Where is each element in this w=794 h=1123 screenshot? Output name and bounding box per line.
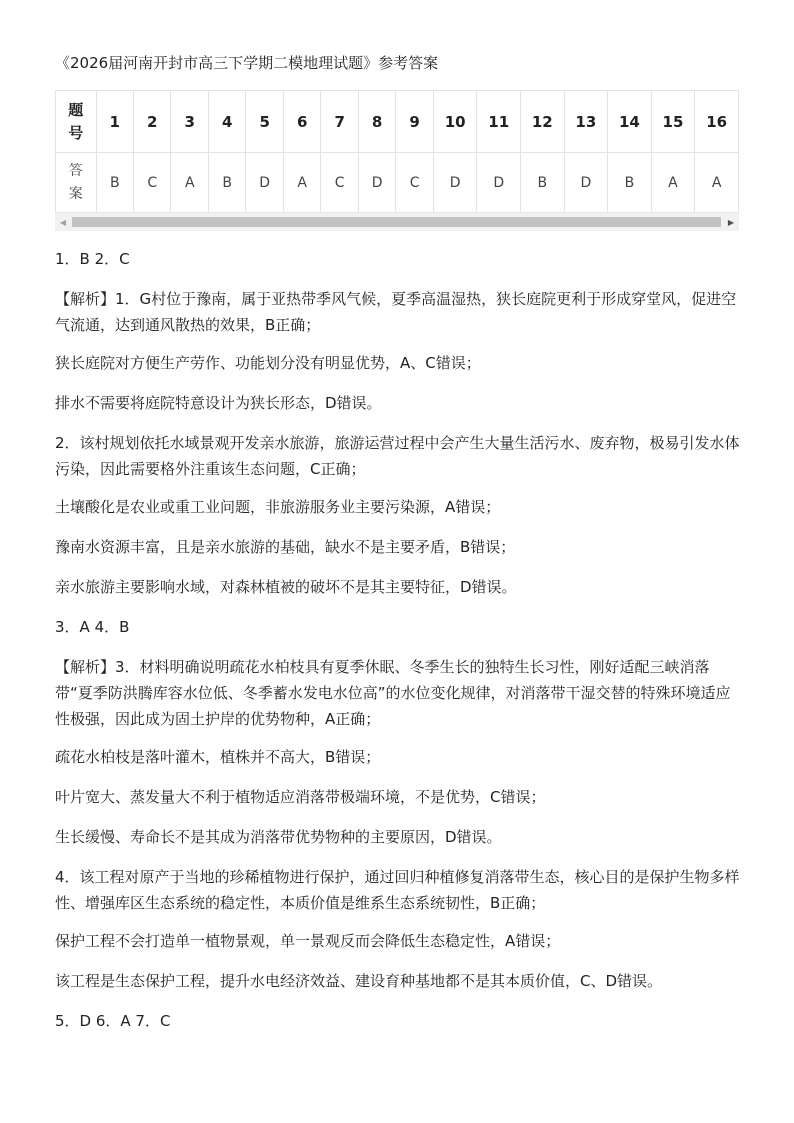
answer-row [56,153,739,214]
question-number-cell: 5 [246,91,283,153]
answer-line: 1．B 2．C [55,250,130,268]
explanation-paragraph: 【解析】1．G村位于豫南，属于亚热带季风气候，夏季高温湿热，狭长庭院更利于形成穿堂风，促进空气流通，达到通风散热的效果，B正确； [55,290,737,334]
question-number-header [56,91,97,153]
question-number-cell: 8 [358,91,395,153]
answer-cell: D [246,153,283,214]
question-number-cell: 12 [521,91,565,153]
answer-cell: A [171,153,208,214]
answer-cell: D [477,153,521,214]
document-title: 《2026届河南开封市高三下学期二模地理试题》参考答案 [55,54,439,72]
explanation-paragraph: 保护工程不会打造单一植物景观，单一景观反而会降低生态稳定性，A错误； [55,932,561,950]
question-number-cell: 1 [96,91,133,153]
question-number-cell: 7 [321,91,358,153]
answer-label-line-1: 答 [68,163,83,179]
explanation-paragraph: 亲水旅游主要影响水域，对森林植被的破坏不是其主要特征，D错误。 [55,578,517,596]
answer-cell: B [96,153,133,214]
question-number-cell: 9 [396,91,433,153]
table-horizontal-scrollbar[interactable] [55,212,739,231]
answer-cell: C [396,153,433,214]
question-number-cell: 6 [283,91,320,153]
explanation-paragraph: 狭长庭院对方便生产劳作、功能划分没有明显优势，A、C错误； [55,354,481,372]
answer-table [55,90,739,214]
question-number-cell: 15 [651,91,695,153]
explanation-paragraph: 排水不需要将庭院特意设计为狭长形态，D错误。 [55,394,382,412]
answer-line: 3．A 4．B [55,618,130,636]
answer-line: 5．D 6．A 7．C [55,1012,171,1030]
answer-cell: D [433,153,477,214]
header-label-line-1: 题 [68,100,84,119]
scrollbar-thumb[interactable] [72,217,721,227]
question-number-cell: 4 [208,91,245,153]
explanation-paragraph: 该工程是生态保护工程，提升水电经济效益、建设育种基地都不是其本质价值，C、D错误。 [55,972,663,990]
answer-cell: B [608,153,652,214]
answer-table-container[interactable] [55,90,739,230]
answer-header [56,153,97,214]
answer-cell: C [321,153,358,214]
explanation-paragraph: 4．该工程对原产于当地的珍稀植物进行保护，通过回归种植修复消落带生态，核心目的是保护生物多样性、增强库区生态系统的稳定性，本质价值是维系生态系统韧性，B正确； [55,868,740,912]
question-number-cell: 11 [477,91,521,153]
question-number-row [56,91,739,153]
question-number-cell: 3 [171,91,208,153]
explanation-paragraph: 土壤酸化是农业或重工业问题，非旅游服务业主要污染源，A错误； [55,498,501,516]
question-number-cell: 2 [134,91,171,153]
header-label-line-2: 号 [68,123,84,142]
explanation-paragraph: 生长缓慢、寿命长不是其成为消落带优势物种的主要原因，D错误。 [55,828,502,846]
question-number-cell: 14 [608,91,652,153]
scroll-left-arrow-icon[interactable]: ◀ [59,217,67,227]
question-number-cell: 16 [695,91,739,153]
answer-label-line-2: 案 [68,186,83,202]
question-number-cell: 13 [564,91,608,153]
scroll-right-arrow-icon[interactable]: ▶ [727,217,735,227]
answer-cell: A [695,153,739,214]
explanation-paragraph: 疏花水柏枝是落叶灌木，植株并不高大，B错误； [55,748,381,766]
answer-cell: A [283,153,320,214]
explanation-paragraph: 【解析】3．材料明确说明疏花水柏枝具有夏季休眠、冬季生长的独特生长习性，刚好适配三峡消落带“夏季防洪腾库容水位低、冬季蓄水发电水位高”的水位变化规律，对消落带干湿交替的特殊环境适应性极强，因此成为固土护岸的优势物种，A正确； [55,658,731,728]
answer-cell: D [358,153,395,214]
answer-cell: B [208,153,245,214]
explanation-paragraph: 2．该村规划依托水域景观开发亲水旅游，旅游运营过程中会产生大量生活污水、废弃物，极易引发水体污染，因此需要格外注重该生态问题，C正确； [55,434,740,478]
explanation-paragraph: 豫南水资源丰富，且是亲水旅游的基础，缺水不是主要矛盾，B错误； [55,538,516,556]
answer-cell: D [564,153,608,214]
answer-cell: C [134,153,171,214]
answer-cell: B [521,153,565,214]
explanation-paragraph: 叶片宽大、蒸发量大不利于植物适应消落带极端环境，不是优势，C错误； [55,788,546,806]
question-number-cell: 10 [433,91,477,153]
answer-cell: A [651,153,695,214]
